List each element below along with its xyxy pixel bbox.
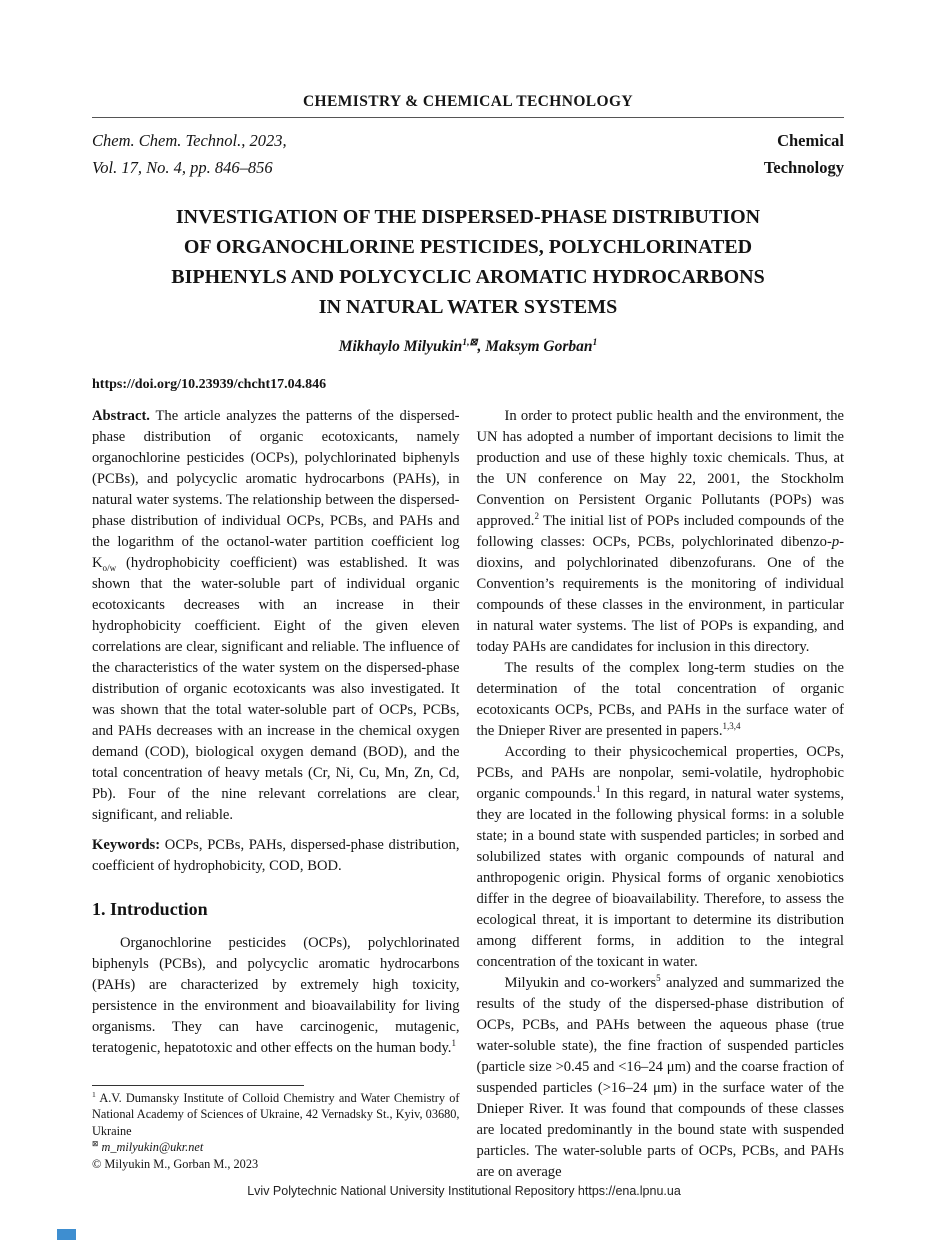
two-column-body — [92, 406, 845, 1180]
article-title — [92, 202, 844, 322]
page-corner-marker — [57, 1229, 76, 1240]
footnote-copyright: © Milyukin M., Gorban M., 2023 — [92, 1156, 259, 1171]
body-paragraph: According to their physicochemical properties, OCPs, PCBs, and PAHs are nonpolar, semi-volatile, hydrophobic organic compounds.$^1$ In this regard, in natural water systems, they are located in the following physical forms: in a soluble state; in a bound state with suspended particles; in sorbed and solubilized states with organic compounds of natural and anthropogenic origin. Physical forms of organic xenobiotics differ in the degree of bioavailability. Therefore, to assess the ecological threat, it is important to determine its distribution among different forms, in addition to the integral concentration of the toxicant in water. — [476, 744, 844, 970]
journal-info-row — [92, 127, 844, 181]
left-column — [92, 406, 460, 1172]
section-heading-introduction: 1. Introduction — [92, 899, 208, 919]
body-paragraph: The results of the complex long-term studies on the determination of the total concentration of organic ecotoxicants OCPs, PCBs, and PAHs in the surface water of the Dnieper River are presented in papers.$^{1,3,4}$ — [476, 660, 844, 739]
footnote-divider — [92, 1085, 304, 1086]
keywords-label: Keywords: — [92, 837, 161, 853]
journal-reference-line1: Chem. Chem. Technol., 2023, — [92, 131, 287, 150]
abstract-paragraph — [92, 406, 460, 826]
keywords-text: OCPs, PCBs, PAHs, dispersed-phase distribution, coefficient of hydrophobicity, COD, BOD. — [92, 837, 460, 874]
article-title-line: IN NATURAL WATER SYSTEMS — [318, 296, 618, 318]
journal-name-line1: Chemical — [777, 131, 844, 150]
header-divider — [92, 117, 844, 118]
abstract-text: The article analyzes the patterns of the dispersed-phase distribution of organic ecotoxicants, namely organochlorine pesticides (OCPs), polychlorinated biphenyls (PCBs), and polycyclic aromatic hydrocarbons (PAHs), in natural water systems. The relationship between the dispersed-phase distribution of individual OCPs, PCBs, and PAHs and the logarithm of the octanol-water partition coefficient $\log K_{o/w}$ (hydrophobicity coefficient) was established. It was shown that the water-soluble part of individual organic ecotoxicants decreases with an increase in their hydrophobicity coefficient. Eight of the given eleven correlations are clear, significant and reliable. The influence of the characteristics of the water system on the dispersed-phase distribution of organic ecotoxicants was also investigated. It was shown that the total water-soluble part of OCPs, PCBs, and PAHs decreases with an increase in the chemical oxygen demand (COD), biological oxygen demand (BOD), and the total concentration of heavy metals (Cr, Ni, Cu, Mn, Zn, Cd, Pb). Four of the nine relevant correlations are clear, significant, and reliable. — [92, 408, 460, 823]
footnote-email[interactable]: ⊠ m_milyukin@ukr.net — [92, 1138, 204, 1154]
introduction-paragraph: Organochlorine pesticides (OCPs), polychlorinated biphenyls (PCBs), and polycyclic aromatic hydrocarbons (PAHs) are characterized by extremely high toxicity, persistence in the environment and bioavailability for living organisms. They can have carcinogenic, mutagenic, teratogenic, hepatotoxic and other effects on the human body.$^1$ — [92, 935, 460, 1056]
journal-reference-line2: Vol. 17, No. 4, pp. 846–856 — [92, 158, 273, 177]
article-title-line: BIPHENYLS AND POLYCYCLIC AROMATIC HYDROCARBONS — [171, 266, 765, 288]
journal-name — [764, 127, 844, 181]
running-head: CHEMISTRY & CHEMICAL TECHNOLOGY — [302, 93, 634, 110]
article-title-line: OF ORGANOCHLORINE PESTICIDES, POLYCHLORINATED — [183, 236, 753, 258]
footnote-affiliation: $^1$ A.V. Dumansky Institute of Colloid Chemistry and Water Chemistry of National Academy of Sciences of Ukraine, 42 Vernadsky St., Kyiv, 03680, Ukraine — [92, 1089, 460, 1138]
repository-footer: Lviv Polytechnic National University Institutional Repository https://ena.lpnu.ua — [247, 1184, 681, 1198]
abstract-label: Abstract. — [92, 408, 150, 424]
journal-name-line2: Technology — [763, 158, 844, 177]
article-title-line: INVESTIGATION OF THE DISPERSED-PHASE DISTRIBUTION — [175, 206, 761, 228]
authors-line: Mikhaylo Milyukin$^{1,⊠}$, Maksym Gorban$^1$ — [338, 336, 598, 355]
footnote-block — [92, 1085, 460, 1173]
doi-link[interactable]: https://doi.org/10.23939/chcht17.04.846 — [92, 377, 327, 392]
journal-reference — [92, 127, 287, 181]
keywords-paragraph — [92, 835, 460, 877]
body-paragraph: In order to protect public health and the environment, the UN has adopted a number of important decisions to limit the production and use of these highly toxic chemicals. Thus, at the UN conference on May 22, 2001, the Stockholm Convention on Persistent Organic Pollutants (POPs) was approved.$^2$ The initial list of POPs included compounds of the following classes: OCPs, PCBs, polychlorinated dibenzo-p-dioxins, and polychlorinated dibenzofurans. One of the Convention’s requirements is the monitoring of individual compounds of these classes in the environment, in particular in natural water systems. The list of POPs is expanding, and today PAHs are candidates for inclusion in this directory. — [476, 408, 844, 655]
right-column — [476, 406, 845, 1180]
body-paragraph: Milyukin and co-workers$^5$ analyzed and summarized the results of the study of the dispersed-phase distribution of OCPs, PCBs, and PAHs between the aqueous phase (true water-soluble state), the fine fraction of suspended particles (particle size >0.45 and <16–24 μm) and the coarse fraction of suspended particles (>16–24 μm) in the surface water of the Dnieper River. It was found that compounds of these classes are located predominantly in the bound state with suspended particles. The water-soluble parts of OCPs, PCBs, and PAHs are on average — [476, 973, 845, 1180]
